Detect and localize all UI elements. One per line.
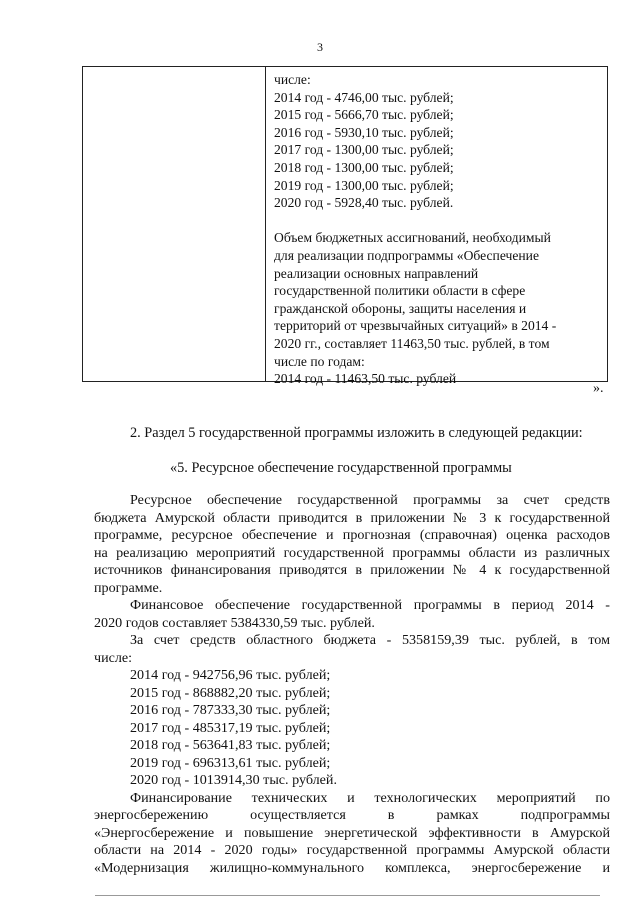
year-funding-line: 2017 год - 485317,19 тыс. рублей; bbox=[130, 719, 331, 736]
paragraph-line: области на 2014 - 2020 годы» государственной программы Амурской области bbox=[94, 842, 610, 858]
resource-table bbox=[82, 66, 608, 387]
year-funding-line: 2014 год - 942756,96 тыс. рублей; bbox=[130, 667, 331, 683]
cell-line: 2016 год - 5930,10 тыс. рублей; bbox=[274, 124, 454, 140]
section-title: «5. Ресурсное обеспечение государственной программы bbox=[170, 460, 512, 476]
cell-line: 2018 год - 1300,00 тыс. рублей; bbox=[274, 159, 454, 175]
paragraph-line: программе, ресурсное обеспечение и прогнозная (справочная) оценка расходов bbox=[94, 527, 610, 543]
paragraph-line: За счет средств областного бюджета - 5358159,39 тыс. рублей, в том bbox=[130, 632, 610, 648]
amendment-item-2: 2. Раздел 5 государственной программы изложить в следующей редакции: bbox=[130, 425, 583, 441]
paragraph-line: источников финансирования приводятся в приложении № 4 к государственной bbox=[94, 562, 610, 578]
cell-line: 2020 год - 5928,40 тыс. рублей. bbox=[274, 195, 454, 211]
paragraph-line: Финансовое обеспечение государственной программы в период 2014 - bbox=[130, 597, 610, 613]
year-funding-line: 2019 год - 696313,61 тыс. рублей; bbox=[130, 754, 331, 771]
paragraph-line: Ресурсное обеспечение государственной программы за счет средств bbox=[130, 492, 610, 508]
cell-line: Объем бюджетных ассигнований, необходимый bbox=[274, 230, 551, 246]
cell-line: гражданской обороны, защиты населения и bbox=[274, 300, 527, 316]
paragraph-line: бюджета Амурской области приводится в приложении № 3 к государственной bbox=[94, 509, 610, 526]
cell-line: 2014 год - 11463,50 тыс. рублей bbox=[274, 371, 457, 387]
cell-line: территорий от чрезвычайных ситуаций» в 2014 - bbox=[274, 318, 557, 334]
cell-line: числе: bbox=[274, 72, 311, 87]
cell-line: реализации основных направлений bbox=[274, 265, 479, 281]
year-funding-line: 2015 год - 868882,20 тыс. рублей; bbox=[130, 684, 331, 701]
cell-line: 2015 год - 5666,70 тыс. рублей; bbox=[274, 107, 454, 123]
year-funding-line: 2020 год - 1013914,30 тыс. рублей. bbox=[130, 772, 337, 788]
cell-line: 2019 год - 1300,00 тыс. рублей; bbox=[274, 177, 454, 193]
paragraph-line: на реализацию мероприятий государственной программы области из различных bbox=[94, 544, 610, 561]
page-bottom-edge bbox=[95, 895, 600, 896]
year-funding-line: 2016 год - 787333,30 тыс. рублей; bbox=[130, 702, 331, 718]
cell-line: государственной политики области в сфере bbox=[274, 283, 526, 299]
cell-line: 2020 гг., составляет 11463,50 тыс. рублей, в том bbox=[274, 335, 550, 351]
cell-line: 2014 год - 4746,00 тыс. рублей; bbox=[274, 89, 454, 105]
paragraph-line: числе: bbox=[94, 649, 133, 666]
table-column-divider bbox=[265, 67, 266, 381]
closing-quote: ». bbox=[593, 381, 604, 396]
paragraph-line: «Энергосбережение и повышение энергетической эффективности в Амурской bbox=[94, 824, 610, 841]
paragraph-line: «Модернизация жилищно-коммунального комплекса, энергосбережение и bbox=[94, 859, 610, 876]
year-funding-line: 2018 год - 563641,83 тыс. рублей; bbox=[130, 737, 331, 753]
paragraph-line: 2020 годов составляет 5384330,59 тыс. рублей. bbox=[94, 614, 375, 631]
table-cell-text bbox=[274, 71, 604, 388]
cell-line: 2017 год - 1300,00 тыс. рублей; bbox=[274, 142, 454, 158]
cell-line: для реализации подпрограммы «Обеспечение bbox=[274, 247, 539, 263]
cell-line: числе по годам: bbox=[274, 353, 365, 369]
paragraph-line: энергосбережению осуществляется в рамках подпрограммы bbox=[94, 807, 610, 823]
section-body bbox=[94, 492, 610, 877]
paragraph-line: Финансирование технических и технологических мероприятий по bbox=[130, 789, 610, 806]
paragraph-line: программе. bbox=[94, 579, 163, 596]
cell-line-blank bbox=[274, 212, 604, 230]
page-number: 3 bbox=[317, 40, 323, 54]
